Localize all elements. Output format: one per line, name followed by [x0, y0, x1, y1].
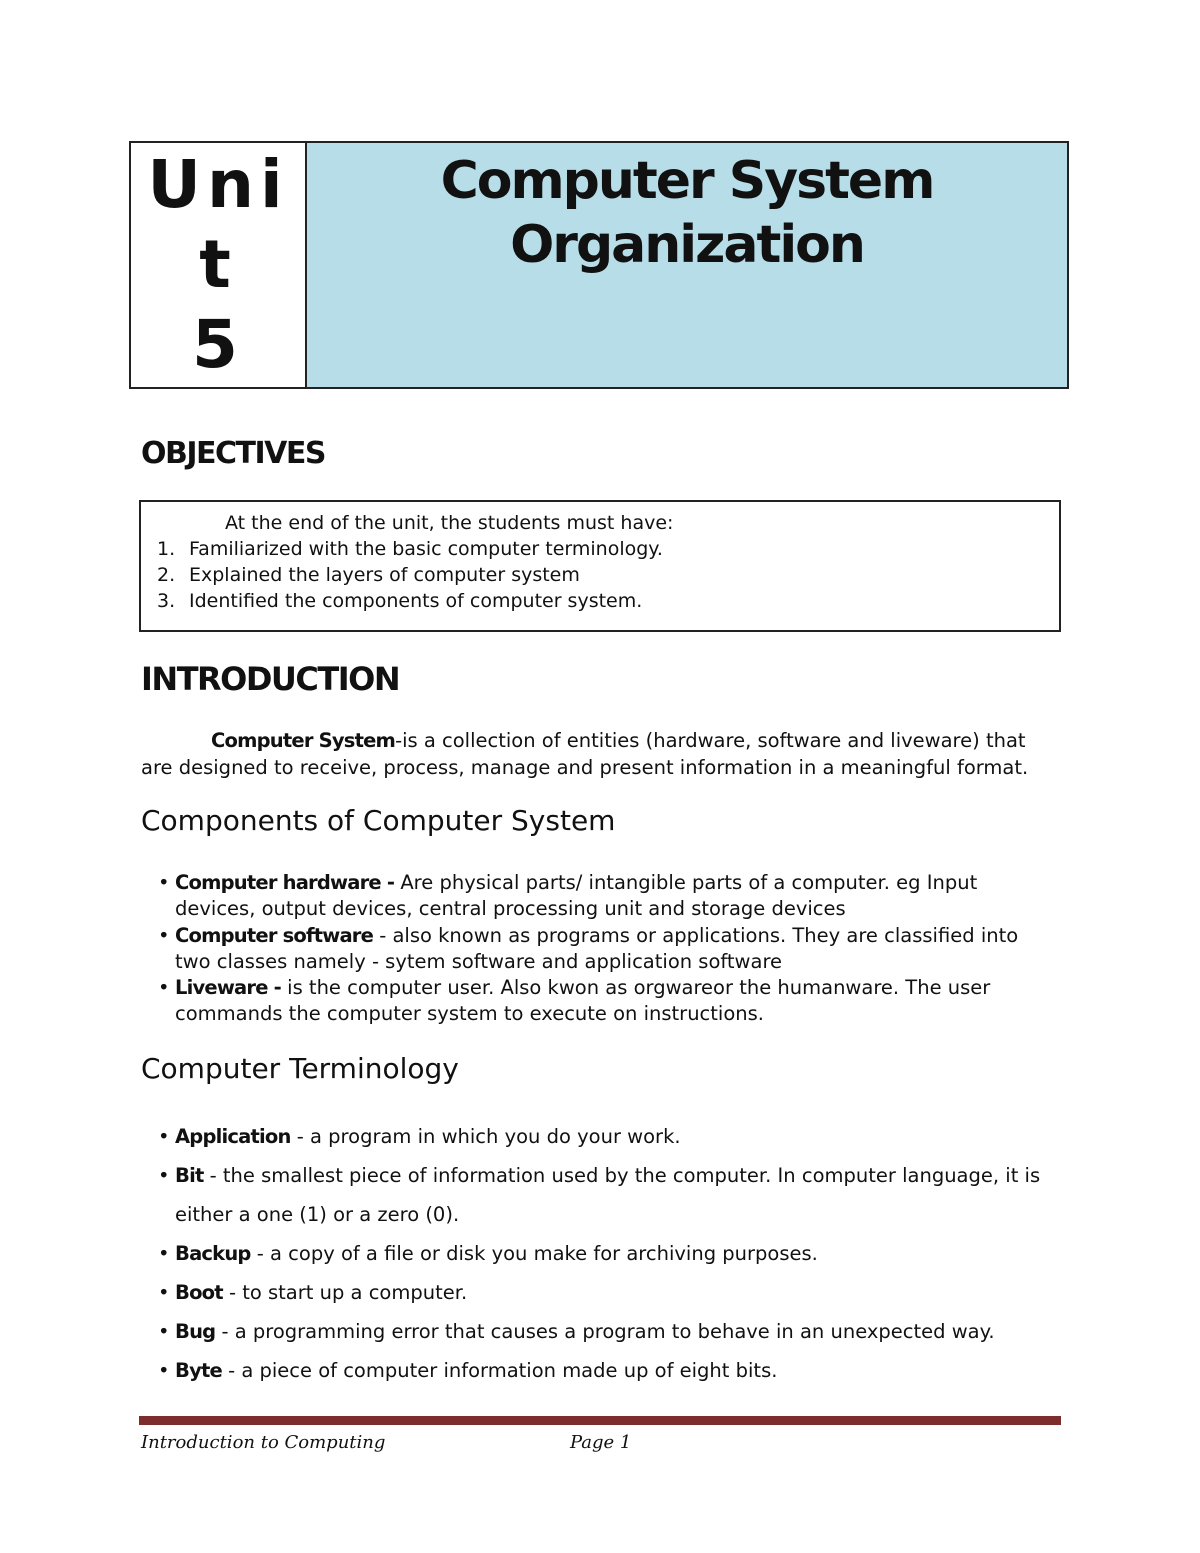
objectives-heading: OBJECTIVES: [141, 436, 325, 471]
unit-label-line-2: t: [199, 226, 237, 303]
unit-title-line-2: Organization: [510, 215, 864, 275]
terminology-term: Backup: [175, 1242, 251, 1265]
terminology-text: - a piece of computer information made up of eight bits.: [221, 1359, 778, 1382]
terminology-list: [141, 1117, 1041, 1390]
unit-label-line-1: Uni: [147, 146, 289, 223]
terminology-term: Bug: [175, 1320, 216, 1343]
objective-text: Identified the components of computer system.: [189, 590, 643, 612]
unit-label-line-3: 5: [192, 306, 244, 383]
list-item: [141, 1156, 1041, 1234]
unit-header-box: [129, 141, 1069, 389]
footer-page-number: Page 1: [570, 1432, 632, 1453]
unit-title-line-1: Computer System: [440, 151, 934, 211]
objectives-intro: At the end of the unit, the students must have:: [225, 512, 674, 534]
footer-course-title: Introduction to Computing: [141, 1432, 386, 1453]
list-item: [141, 1312, 1041, 1351]
component-text: is the computer user. Also kwon as orgwareor the humanware. The user commands the computer system to execute on instructions.: [175, 976, 991, 1026]
component-text: Are physical parts/ intangible parts of a computer. eg Input devices, output devices, central processing unit and storage devices: [175, 871, 978, 921]
objectives-list: [141, 536, 1059, 614]
terminology-text: - a programming error that causes a program to behave in an unexpected way.: [215, 1320, 995, 1343]
footer-divider: [139, 1416, 1061, 1425]
objective-item: [141, 562, 1059, 588]
introduction-term: Computer System: [211, 729, 396, 752]
list-item: [141, 1351, 1041, 1390]
terminology-term: Application: [175, 1125, 291, 1148]
objective-number: 3.: [157, 590, 176, 612]
component-term: Liveware -: [175, 976, 281, 1000]
introduction-heading: INTRODUCTION: [141, 660, 400, 698]
list-item: [141, 1273, 1041, 1312]
objective-item: [141, 536, 1059, 562]
components-heading: Components of Computer System: [141, 804, 616, 837]
terminology-term: Boot: [175, 1281, 223, 1304]
terminology-term: Bit: [175, 1164, 204, 1187]
introduction-paragraph: [141, 727, 1041, 781]
terminology-heading: Computer Terminology: [141, 1052, 459, 1085]
objective-text: Explained the layers of computer system: [189, 564, 580, 586]
objective-item: [141, 588, 1059, 614]
objective-text: Familiarized with the basic computer terminology.: [189, 538, 663, 560]
component-term: Computer software: [175, 923, 374, 947]
list-item: [141, 870, 1041, 923]
list-item: [141, 923, 1041, 976]
introduction-definition: -is a collection of entities (hardware, software and liveware) that are designed to receive, process, manage and present information in a meaningful format.: [141, 729, 1029, 779]
unit-title-cell: [307, 143, 1067, 387]
terminology-text: - the smallest piece of information used by the computer. In computer language, it is either a one (1) or a zero (0).: [175, 1164, 1041, 1226]
objectives-box: [139, 500, 1061, 632]
list-item: [141, 975, 1041, 1028]
terminology-term: Byte: [175, 1359, 222, 1382]
unit-number-cell: [131, 143, 307, 387]
terminology-text: - to start up a computer.: [222, 1281, 468, 1304]
objective-number: 1.: [157, 538, 176, 560]
list-item: [141, 1234, 1041, 1273]
terminology-text: - a program in which you do your work.: [290, 1125, 681, 1148]
terminology-text: - a copy of a file or disk you make for archiving purposes.: [250, 1242, 818, 1265]
component-text: - also known as programs or applications. They are classified into two classes namely - sytem software and application software: [175, 923, 1019, 973]
components-list: [141, 870, 1041, 1028]
list-item: [141, 1117, 1041, 1156]
objective-number: 2.: [157, 564, 176, 586]
component-term: Computer hardware -: [175, 871, 395, 894]
